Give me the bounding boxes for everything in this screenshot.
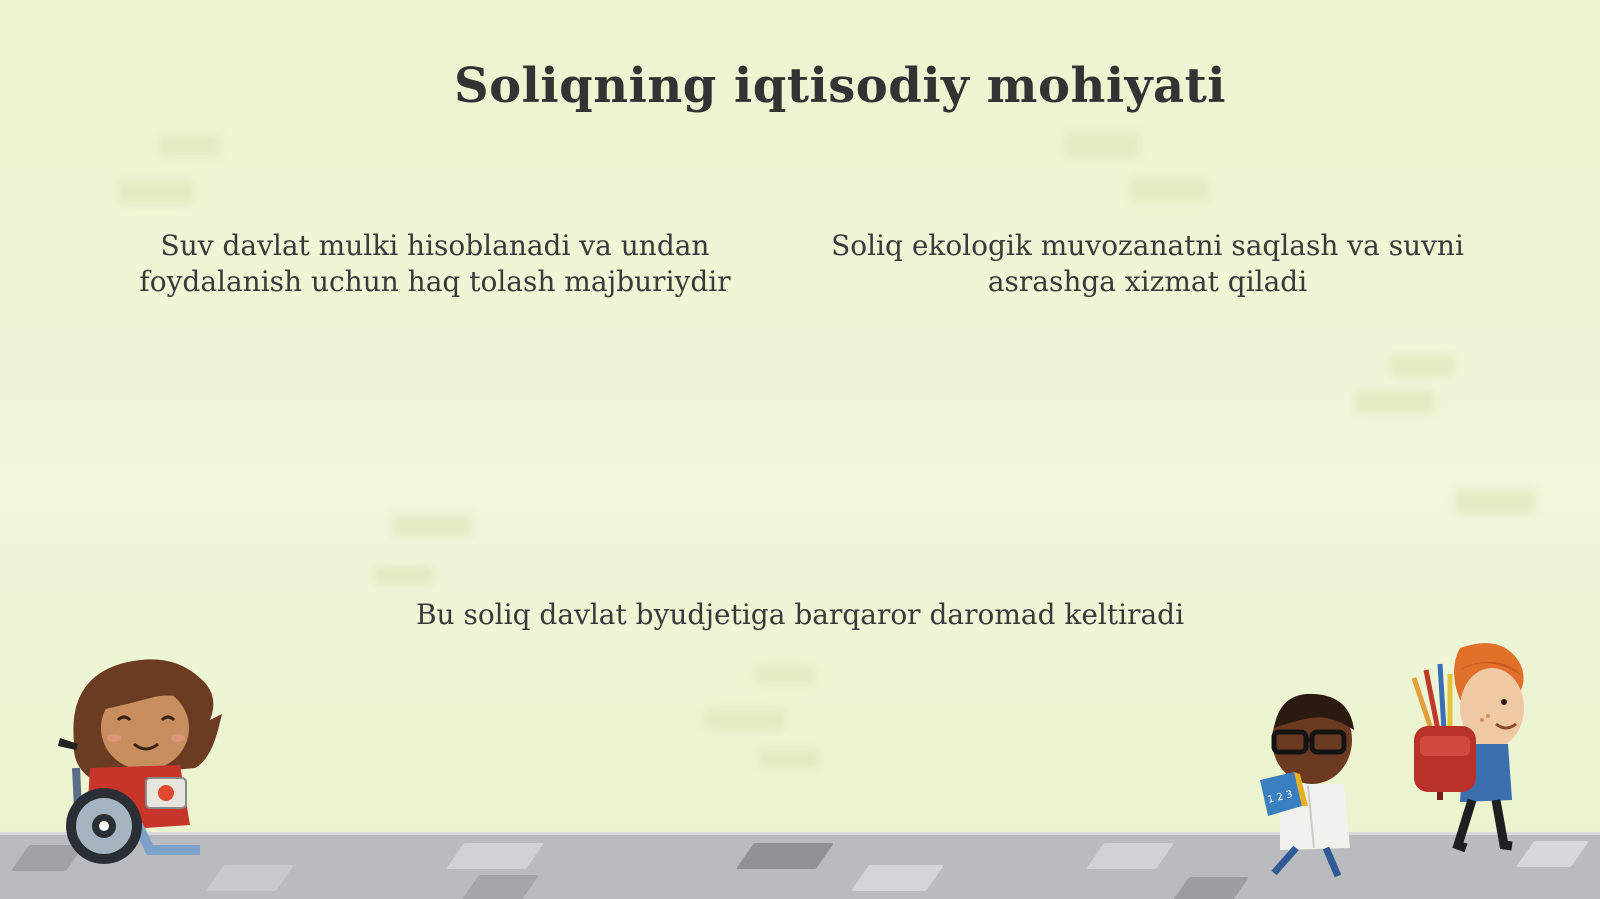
girl-in-wheelchair-illustration xyxy=(50,650,240,880)
point-water-ownership xyxy=(120,228,750,300)
point-ecological-balance-line-2: asrashga xizmat qiladi xyxy=(987,265,1308,298)
background-smudge xyxy=(1390,355,1455,377)
point-ecological-balance xyxy=(815,228,1480,300)
background-smudge xyxy=(392,515,472,537)
point-budget-income: Bu soliq davlat byudjetiga barqaror daromad keltiradi xyxy=(415,598,1185,631)
background-smudge xyxy=(1130,178,1208,202)
background-smudge xyxy=(705,708,785,730)
road-tile xyxy=(736,843,834,869)
background-smudge xyxy=(374,565,434,585)
slide-title: Soliqning iqtisodiy mohiyati xyxy=(454,58,1226,114)
background-smudge xyxy=(755,665,815,685)
background-smudge xyxy=(1455,490,1535,514)
background-smudge xyxy=(760,748,820,768)
boy-with-backpack-illustration xyxy=(1400,640,1550,870)
road-tile xyxy=(1086,843,1174,869)
background-smudge xyxy=(1355,390,1435,414)
background-smudge xyxy=(118,180,193,204)
road-tile xyxy=(446,843,544,869)
point-ecological-balance-line-1: Soliq ekologik muvozanatni saqlash va suvni xyxy=(831,229,1464,262)
book-number-label: 1 2 3 xyxy=(1266,789,1294,806)
road-tile xyxy=(461,875,539,899)
background-smudge xyxy=(1065,132,1140,158)
background-smudge xyxy=(160,135,220,157)
road-tile xyxy=(851,865,944,891)
point-water-ownership-line-2: foydalanish uchun haq tolash majburiydir xyxy=(139,265,731,298)
point-water-ownership-line-1: Suv davlat mulki hisoblanadi va undan xyxy=(160,229,710,262)
boy-with-glasses-illustration xyxy=(1250,688,1380,883)
road-tile xyxy=(1171,877,1249,899)
